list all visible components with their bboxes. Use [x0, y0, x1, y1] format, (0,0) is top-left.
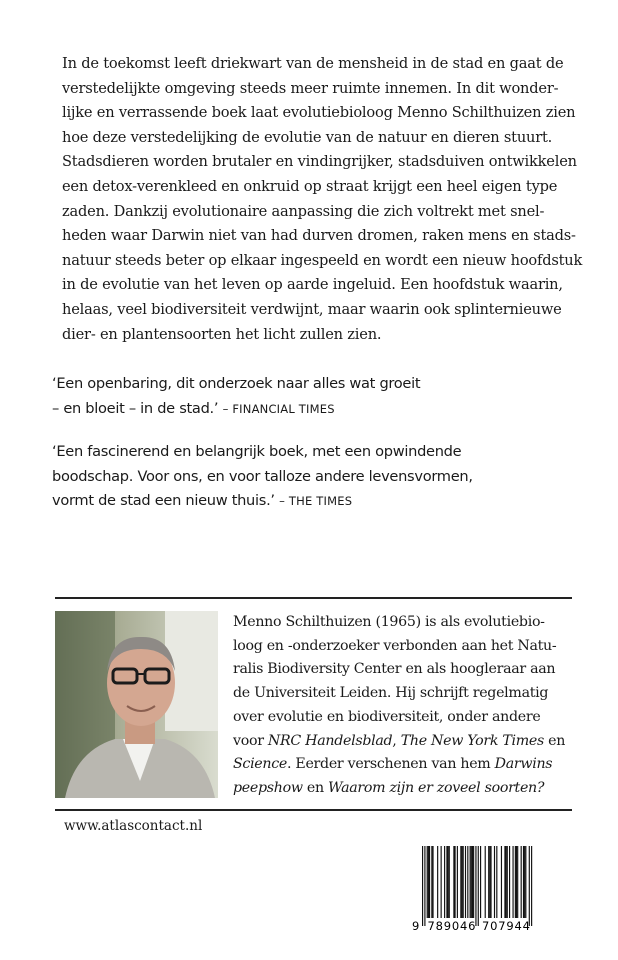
blurb-line: een detox-verenkleed en onkruid op straat krijgt een heel eigen type [62, 177, 558, 195]
bio-text: , [392, 732, 401, 749]
blurb-line: verstedelijkte omgeving steeds meer ruimte innemen. In dit wonder- [62, 79, 559, 97]
barcode-bar [429, 846, 430, 918]
barcode-bar [504, 846, 505, 918]
bio-line [233, 658, 578, 682]
divider-bottom [55, 809, 572, 811]
bio-title: Science [233, 756, 287, 773]
back-cover-blurb [62, 52, 592, 347]
quote-line [52, 397, 582, 422]
bio-text: . Eerder verschenen van hem [286, 756, 495, 773]
blurb-line: natuur steeds beter op elkaar ingespeeld en wordt een nieuw hoofdstuk [62, 251, 583, 269]
quote-source: – FINANCIAL TIMES [222, 401, 335, 416]
isbn-barcode [410, 846, 536, 936]
quote-source: – THE TIMES [279, 494, 353, 508]
barcode-bar [471, 846, 472, 918]
barcode-bar [465, 846, 466, 918]
barcode-bar [467, 846, 468, 918]
barcode-bar [488, 846, 489, 918]
bio-text: Menno Schilthuizen (1965) is als evolutiebio- [233, 614, 545, 630]
barcode-bar [517, 846, 518, 918]
quote-text: vormt de stad een nieuw thuis.’ [52, 492, 275, 509]
barcode-bar [509, 846, 510, 918]
author-bio [233, 611, 578, 801]
bio-text: ralis Biodiversity Center en als hoogleraar aan [233, 661, 556, 678]
barcode-bar [457, 846, 458, 918]
barcode-bar [521, 846, 522, 918]
barcode-bar [461, 846, 462, 918]
bio-text: en [302, 779, 329, 796]
barcode-bar [431, 846, 432, 918]
barcode-bar [463, 846, 464, 918]
barcode-digits: 707944 [482, 919, 530, 933]
blurb-line: heden waar Darwin niet van had durven dromen, raken mens en stads- [62, 227, 576, 245]
bio-title: The New York Times [400, 732, 544, 749]
quote-financial-times [52, 372, 582, 421]
barcode-bar [437, 846, 438, 918]
barcode-bar [448, 846, 449, 918]
quote-the-times [52, 440, 582, 514]
blurb-line: Stadsdieren worden brutaler en vindingrijker, stadsduiven ontwikkelen [62, 153, 577, 171]
bio-title: NRC Handelsblad [267, 732, 393, 749]
barcode-bar [470, 846, 471, 918]
barcode-bar [472, 846, 473, 918]
barcode-digits: 9 [412, 919, 420, 933]
barcode-bar [494, 846, 495, 918]
divider-top [55, 597, 572, 599]
barcode-bar [507, 846, 508, 918]
barcode-digits: 789046 [427, 919, 476, 933]
bio-line [233, 730, 578, 754]
blurb-line: helaas, veel biodiversiteit verdwijnt, maar waarin ook splinternieuwe [62, 300, 562, 318]
barcode-bar [473, 846, 474, 918]
barcode-bar [478, 846, 479, 926]
barcode-bar [454, 846, 455, 918]
bio-line [233, 611, 578, 635]
bio-line [233, 777, 578, 801]
quote-line [52, 372, 582, 397]
barcode-bar [422, 846, 423, 926]
bio-line [233, 682, 578, 706]
bio-text: voor [233, 732, 268, 749]
barcode-bar [529, 846, 530, 926]
bio-line [233, 635, 578, 659]
barcode-bar [512, 846, 513, 918]
blurb-line: hoe deze verstedelijking de evolutie van de natuur en dieren stuurt. [62, 128, 553, 146]
barcode-bar [489, 846, 490, 918]
barcode-bar [480, 846, 481, 918]
barcode-bar [444, 846, 445, 918]
barcode-bar [428, 846, 429, 918]
quote-text: boodschap. Voor ons, en voor talloze andere levensvormen, [52, 467, 473, 485]
barcode-bar [432, 846, 433, 918]
barcode-bar [449, 846, 450, 918]
bio-title: peepshow [233, 779, 303, 796]
bio-text: loog en -onderzoeker verbonden aan het Natu- [233, 637, 557, 654]
barcode-bar [427, 846, 428, 918]
blurb-line: lijke en verrassende boek laat evolutiebioloog Menno Schilthuizen zien [62, 104, 576, 122]
barcode-bar [441, 846, 442, 918]
bio-title: Waarom zijn er zoveel soorten? [328, 779, 545, 796]
barcode-bar [524, 846, 525, 918]
bio-line [233, 706, 578, 730]
quote-text: – en bloeit – in de stad.’ [52, 399, 219, 417]
barcode-bar [496, 846, 497, 918]
quote-line [52, 465, 582, 490]
publisher-website: www.atlascontact.nl [64, 818, 203, 834]
barcode-bar [515, 846, 516, 918]
barcode-bar [446, 846, 447, 918]
barcode-bar [501, 846, 502, 918]
barcode-bar [424, 846, 425, 926]
barcode-bar [490, 846, 491, 918]
bio-text: en [543, 732, 566, 749]
blurb-line: zaden. Dankzij evolutionaire aanpassing die zich voltrekt met snel- [62, 202, 545, 220]
barcode-bar [485, 846, 486, 918]
barcode-bar [453, 846, 454, 918]
quote-line [52, 440, 582, 465]
bio-text: over evolutie en biodiversiteit, onder andere [233, 708, 541, 725]
blurb-line: in de evolutie van het leven op aarde ingeluid. Een hoofdstuk waarin, [62, 276, 563, 294]
bio-title: Darwins [494, 756, 553, 773]
author-photo [55, 611, 218, 798]
bio-text: de Universiteit Leiden. Hij schrijft regelmatig [233, 685, 549, 702]
barcode-bar [525, 846, 526, 918]
barcode-bar [506, 846, 507, 918]
barcode-bar [475, 846, 476, 926]
quote-line [52, 489, 582, 514]
barcode-bar [523, 846, 524, 918]
barcode-bar [531, 846, 532, 926]
bio-line [233, 753, 578, 777]
barcode-bar [516, 846, 517, 918]
quote-text: ‘Een openbaring, dit onderzoek naar alles wat groeit [52, 375, 421, 392]
blurb-line: dier- en plantensoorten het licht zullen zien. [62, 325, 382, 343]
blurb-line: In de toekomst leeft driekwart van de mensheid in de stad en gaat de [62, 55, 564, 72]
quote-text: ‘Een fascinerend en belangrijk boek, met een opwindende [52, 443, 462, 460]
barcode-bar [460, 846, 461, 918]
